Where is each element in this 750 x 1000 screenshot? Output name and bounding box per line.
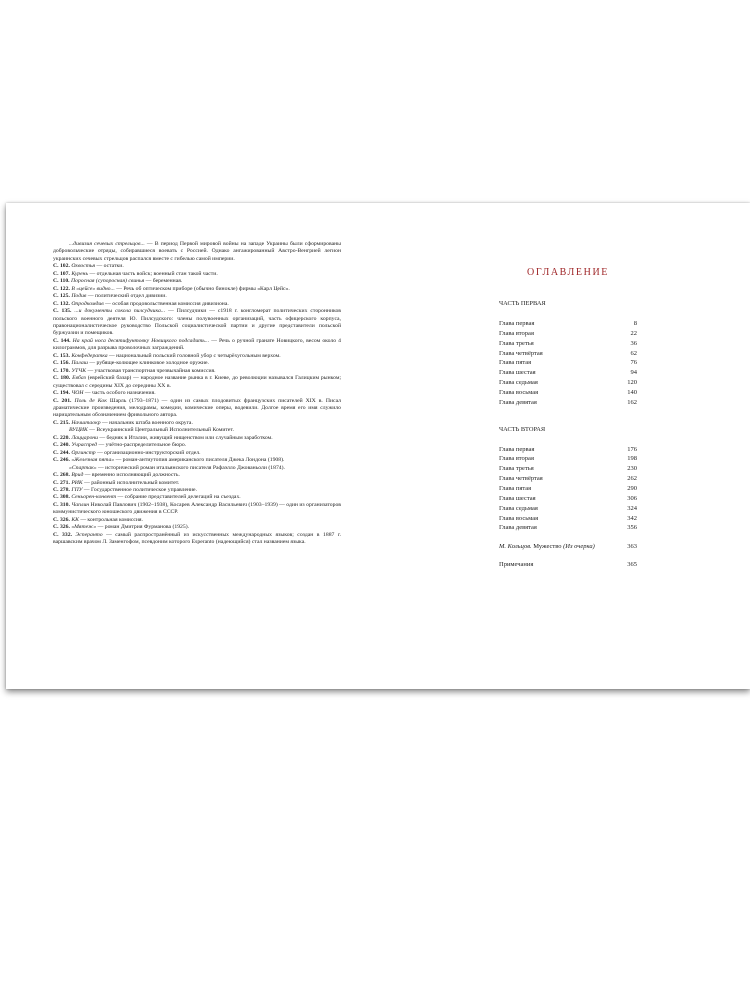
note-entry [53,375,341,390]
toc-entry-label: Глава третья [499,465,534,473]
note-term: ...и документы сокола пилсудчика... [74,308,166,315]
toc-entry-page: 76 [630,359,637,367]
note-term: Курень [71,270,89,277]
toc-entry[interactable] [499,378,637,388]
note-term: Евбаз [72,375,86,382]
toc-entry[interactable] [499,494,637,504]
note-text: — самый распространённый из искусственных международных языков; создан в 1887 г. варшавским врачом Л. Заменгофом, псевдоним которого Esperanto (надеющийся) стал названием языка. [53,531,342,546]
note-page-ref: С. 135. [53,308,72,315]
note-page-ref: С. 194. [53,390,70,397]
toc-entry[interactable] [499,339,637,349]
note-term: ВУЦИК [69,427,88,434]
toc-entry-label: Глава первая [499,320,535,327]
note-term: Начштаокр [71,419,101,426]
note-term: РИК [71,479,83,486]
toc-entry-page: 365 [627,561,637,569]
toc-entry[interactable] [499,523,637,533]
note-text: — Речь об оптическом приборе (обычно бинокле) фирмы «Карл Цейс». [114,285,290,292]
toc-entry-page: 306 [627,494,637,502]
note-term: Палаш [71,360,88,367]
note-entry [53,390,341,397]
toc-entry[interactable] [499,464,637,474]
toc-entry[interactable] [499,484,637,494]
essay-title: Мужество [531,543,564,551]
note-page-ref: С. 215. [53,419,70,426]
toc-entry-label: Глава девятая [499,398,537,406]
note-term: Лаццарони [71,434,98,441]
note-text: — роман Дмитрия Фурманова (1925). [96,524,190,531]
toc-entry[interactable] [499,514,637,524]
note-page-ref: С. 125. [53,293,70,300]
note-entry [53,532,341,547]
contents-page [499,267,637,570]
note-term: В «цейсе» видно... [71,285,115,292]
note-page-ref: С. 271. [53,479,70,486]
toc-entry-page: 230 [627,465,637,473]
toc-entry-page: 342 [627,514,637,522]
note-term: УТЧК [71,367,87,374]
note-page-ref: С. 153. [53,352,70,359]
note-text: (еврейский базар) — народное название рынка в г. Киеве, до революции назывался Галицким рынком; существовал с середины XIX до середины XX в. [53,375,342,389]
toc-entry-page: 120 [627,379,637,387]
note-entry [53,308,341,338]
note-page-ref: С. 246. [53,457,70,464]
note-page-ref: С. 107. [53,270,70,277]
note-term: «Спартак» [69,464,97,471]
note-entry [53,398,341,420]
toc-entry-label: Глава вторая [499,455,534,463]
note-text: — контрольная комиссия. [78,516,143,523]
note-term: Охвостья [71,263,96,270]
note-text: — роман-антиутопия американского писателя Джека Лондона (1908). [114,457,285,464]
note-entry [53,457,341,464]
toc-entry-page: 8 [633,320,637,327]
note-text: — временно исполняющий должность. [83,472,180,479]
note-term: Учраспред [71,442,98,449]
toc-entry-label [499,542,595,552]
toc-entry-page: 176 [627,445,637,453]
toc-entry-label: Глава шестая [499,369,536,377]
toc-entry-label: Глава третья [499,339,534,347]
toc-entry[interactable] [499,474,637,484]
notes-page [53,241,341,547]
note-text: — рубяще-колющее клинковое холодное оружие. [87,360,209,367]
note-term: Конфедератка [71,352,108,359]
toc-entry-label: Глава девятая [499,524,537,532]
essay-author: М. Кольцов. [499,543,532,551]
note-page-ref: С. 110. [53,278,70,285]
note-text: — начальник штаба военного округа. [100,419,193,426]
toc-entry-label: Глава вторая [499,329,534,337]
note-entry [53,278,341,285]
note-entry [53,480,341,487]
toc-entry[interactable] [499,454,637,464]
note-page-ref: С. 201. [53,397,72,404]
note-term: На край носа десятифунтовку Новицкого подсадить... [72,337,210,344]
note-entry [53,502,341,517]
note-text: — национальный польский головной убор с четырёхугольным верхом. [107,352,281,359]
note-page-ref: С. 326. [53,516,70,523]
note-page-ref: С. 122. [53,285,70,292]
toc-entry[interactable] [499,445,637,455]
note-term: «Железная пята» [71,457,115,464]
toc-entry[interactable] [499,349,637,359]
note-page-ref: С. 144. [53,337,71,344]
toc-entry-page: 36 [630,339,637,347]
note-text: — политический отдел дивизии. [86,293,167,300]
note-page-ref: С. 244. [53,449,70,456]
toc-entry-label: Глава пятая [499,359,532,367]
note-term: Сеньорен-конвент [71,494,117,501]
note-term: Оргинстр [71,449,96,456]
toc-entry-label: Глава шестая [499,494,536,502]
note-text: — участковая транспортная чрезвычайная комиссия. [86,367,216,374]
toc-entry-page: 356 [627,524,637,532]
note-term: Поросная (супоросная) свинья [71,278,145,285]
toc-entry[interactable] [499,358,637,368]
note-text: — часть особого назначения. [83,390,156,397]
toc-entry-essay[interactable] [499,542,637,552]
note-text: — собрание представителей делегаций на съездах. [116,494,241,501]
toc-entry[interactable] [499,329,637,339]
toc-entry-label: Глава пятая [499,484,532,492]
toc-entry-page: 290 [627,484,637,492]
note-entry [53,301,341,308]
notes-list [53,241,341,547]
note-term: ...дивизия сечевых стрельцов... [69,241,145,247]
note-term: ГПУ [71,486,83,493]
note-text: — организационно-инструкторский отдел. [95,449,201,456]
note-page-ref: С. 332. [53,531,72,538]
toc-entry-label: Глава четвёртая [499,349,543,357]
note-entry [53,494,341,501]
toc-entry-label: Глава восьмая [499,388,539,396]
note-text: — бедняк в Италии, живущий нищенством или случайным заработком. [97,434,273,441]
note-term: Врид [71,472,84,479]
note-entry [53,241,341,263]
toc-entry-label: Глава четвёртая [499,475,543,483]
note-term: Подив [71,293,87,300]
toc-entry-page: 22 [630,329,637,337]
note-entry [53,427,341,434]
note-page-ref: С. 278. [53,486,70,493]
note-term: ЧОН [71,390,84,397]
toc-entry-label: Глава седьмая [499,379,538,387]
part-one-chapters [499,319,637,408]
note-text: Николай Павлович (1902–1938), Косарев Александр Васильевич (1903–1939) — один из организаторов коммунистического юношеского движения в СССР. [53,501,341,516]
note-text: — В период Первой мировой войны на западе Украины были сформированы добровольческие отряды, собиравшиеся воевать с Россией. Однако ангажированный Австро-Венгрией легион украинских сечевых стрельцов распался вместе с гибелью самой империи. [53,241,342,262]
note-text: — районный исполнительный комитет. [82,479,180,486]
toc-entry-page: 140 [627,388,637,396]
note-term: Чаплин [71,501,90,508]
note-text: — остатки. [95,263,124,270]
toc-entry[interactable] [499,398,637,408]
toc-title: ОГЛАВЛЕНИЕ [527,267,609,278]
toc-entry-label: Глава седьмая [499,504,538,512]
toc-entry-page: 62 [630,349,637,357]
note-text: — Речь о ручной гранате Новицкого, весом около 4 килограммов, для разрыва проволочных заграждений. [53,337,341,352]
note-entry [53,263,341,270]
note-text: — беременная. [144,278,183,285]
note-term: Опродкомдив [71,300,104,307]
note-page-ref: С. 268. [53,472,70,479]
book-spread [6,203,750,689]
note-entry [53,442,341,449]
note-entry [53,472,341,479]
toc-entry[interactable] [499,504,637,514]
note-entry [53,338,341,353]
note-text: — Всеукраинский Центральный Исполнительный Комитет. [87,427,234,434]
note-term: Поль де Кок [74,397,107,404]
note-entry [53,360,341,367]
part-two-title: ЧАСТЬ ВТОРАЯ [499,425,546,433]
note-text: — исторический роман итальянского писателя Рафаэлло Джованьоли (1874). [96,464,285,471]
toc-entry-page: 94 [630,369,637,377]
note-text: Шарль (1793–1871) — один из самых плодовитых французских писателей XIX в. Писал драматические произведения, мелодрамы, комедии, комические оперы, водевили. Долгое время его имя служило нарицательным обозначением фривольного автора. [53,397,341,419]
note-text: — учётно-распределительное бюро. [97,442,187,449]
toc-entry[interactable] [499,368,637,378]
note-text: — Государственное политическое управление. [82,486,198,493]
toc-entry-page: 363 [627,543,637,551]
note-page-ref: С. 240. [53,442,70,449]
note-entry [53,293,341,300]
toc-entry-page: 162 [627,398,637,406]
note-text: — Пилсудчики — с1918 г. конгломерат политических сторонников польского военного деятеля Ю. Пилсудского: члены полувоенных организаций, часть офицерского корпуса, правонационалистическое руководство Польской социалистической партии и другие представители польской буржуазии и помещиков. [53,308,341,337]
toc-entry-label: Глава восьмая [499,514,539,522]
part-one-title: ЧАСТЬ ПЕРВАЯ [499,300,546,307]
note-text: — отдельная часть войск; военный стан такой части. [88,270,218,277]
note-page-ref: С. 170. [53,367,70,374]
toc-entry-label: Глава первая [499,445,535,453]
part-two-chapters [499,445,637,534]
note-entry [53,465,341,472]
toc-entry[interactable] [499,388,637,398]
note-text: — особая продовольственная комиссия дивизиона. [103,300,229,307]
essay-subtitle: (Из очерка) [563,543,595,551]
note-page-ref: С. 220. [53,434,70,441]
toc-entry-page: 198 [627,455,637,463]
toc-entry-page: 262 [627,475,637,483]
note-entry [53,524,341,531]
note-term: КК [71,516,79,523]
toc-entry-label: Примечания [499,561,534,569]
note-page-ref: С. 132. [53,300,70,307]
note-page-ref: С. 326. [53,524,70,531]
note-term: Эсперанто [75,531,103,538]
note-term: «Мятеж» [71,524,97,531]
note-page-ref: С. 310. [53,501,70,508]
note-page-ref: С. 180. [53,375,71,382]
note-page-ref: С. 102. [53,263,70,270]
note-page-ref: С. 308. [53,494,70,501]
note-page-ref: С. 156. [53,360,70,367]
toc-entry-notes[interactable] [499,560,637,570]
toc-entry[interactable] [499,319,637,329]
toc-entry-page: 324 [627,504,637,512]
